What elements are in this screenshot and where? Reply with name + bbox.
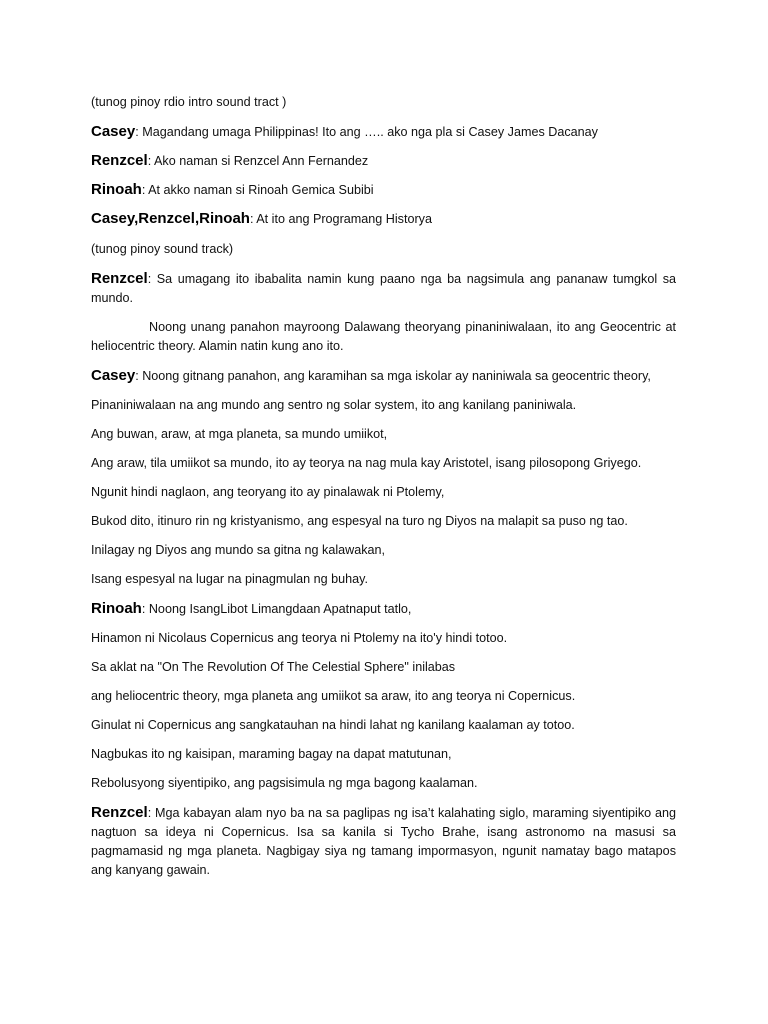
line-text: : Noong gitnang panahon, ang karamihan sa mga iskolar ay naniniwala sa geocentric theory,: [135, 369, 651, 383]
stage-direction: [91, 92, 676, 112]
script-line: [91, 773, 676, 793]
line-text: Sa aklat na "On The Revolution Of The Celestial Sphere" inilabas: [91, 660, 456, 674]
script-line: [91, 511, 676, 531]
line-text: : Ako naman si Renzcel Ann Fernandez: [147, 154, 369, 168]
line-text: : Sa umagang ito ibabalita namin kung paano nga ba nagsimula ang pananaw tumgkol sa mundo.: [91, 272, 676, 305]
line-text: Ang buwan, araw, at mga planeta, sa mundo umiikot,: [91, 427, 388, 441]
line-text: Ang araw, tila umiikot sa mundo, ito ay teorya na nag mula kay Aristotel, isang pilosopong Griyego.: [91, 456, 642, 470]
script-line: [91, 657, 676, 677]
stage-direction: [91, 239, 676, 259]
script-line: [91, 540, 676, 560]
script-line: [91, 424, 676, 444]
script-line: [91, 569, 676, 589]
script-line: [91, 686, 676, 706]
speaker-name: Casey: [91, 123, 136, 140]
script-line: [91, 715, 676, 735]
speaker-name: Renzcel: [91, 270, 148, 287]
line-text: : Noong IsangLibot Limangdaan Apatnaput tatlo,: [141, 602, 412, 616]
dialogue-line: [91, 151, 676, 171]
speaker-name: Renzcel: [91, 152, 148, 169]
line-text: Bukod dito, itinuro rin ng kristyanismo, ang espesyal na turo ng Diyos na malapit sa puso ng tao.: [91, 514, 628, 528]
dialogue-line: [91, 366, 676, 386]
speaker-name: Rinoah: [91, 600, 142, 617]
narration-paragraph: [91, 318, 676, 356]
line-text: : Magandang umaga Philippinas! Ito ang ….. ako nga pla si Casey James Dacanay: [135, 125, 598, 139]
dialogue-line: [91, 122, 676, 142]
line-text: : At akko naman si Rinoah Gemica Subibi: [141, 183, 374, 197]
speaker-name: Renzcel: [91, 804, 148, 821]
speaker-name: Casey: [91, 367, 136, 384]
script-line: [91, 744, 676, 764]
line-text: Hinamon ni Nicolaus Copernicus ang teorya ni Ptolemy na ito'y hindi totoo.: [91, 631, 508, 645]
line-text: Ginulat ni Copernicus ang sangkatauhan na hindi lahat ng kanilang kaalaman ay totoo.: [91, 718, 575, 732]
dialogue-paragraph: [91, 269, 676, 308]
line-text: (tunog pinoy sound track): [91, 242, 234, 256]
script-line: [91, 395, 676, 415]
line-text: Pinaniniwalaan na ang mundo ang sentro ng solar system, ito ang kanilang paniniwala.: [91, 398, 577, 412]
line-text: Noong unang panahon mayroong Dalawang theoryang pinaniniwalaan, ito ang Geocentric at heliocentric theory. Alamin natin kung ano ito.: [91, 320, 676, 353]
speaker-name: Casey,Renzcel,Rinoah: [91, 210, 250, 227]
dialogue-line: [91, 599, 676, 619]
script-line: [91, 453, 676, 473]
line-text: : Mga kabayan alam nyo ba na sa paglipas ng isa’t kalahating siglo, maraming siyentipiko ang nagtuon sa ideya ni Copernicus. Isa sa kanila si Tycho Brahe, isang astronomo na masusi sa pagmamasid ng mga planeta. Nagbigay siya ng tamang impormasyon, ngunit namatay bago matapos ang kanyang gawain.: [91, 806, 676, 877]
line-text: ang heliocentric theory, mga planeta ang umiikot sa araw, ito ang teorya ni Copernicus.: [91, 689, 576, 703]
line-text: Isang espesyal na lugar na pinagmulan ng buhay.: [91, 572, 369, 586]
line-text: Nagbukas ito ng kaisipan, maraming bagay na dapat matutunan,: [91, 747, 452, 761]
speaker-name: Rinoah: [91, 181, 142, 198]
dialogue-line: [91, 180, 676, 200]
line-text: Inilagay ng Diyos ang mundo sa gitna ng kalawakan,: [91, 543, 386, 557]
line-text: Ngunit hindi naglaon, ang teoryang ito ay pinalawak ni Ptolemy,: [91, 485, 445, 499]
dialogue-line: [91, 209, 676, 229]
line-text: Rebolusyong siyentipiko, ang pagsisimula ng mga bagong kaalaman.: [91, 776, 478, 790]
line-text: (tunog pinoy rdio intro sound tract ): [91, 95, 287, 109]
dialogue-paragraph: [91, 803, 676, 880]
script-line: [91, 628, 676, 648]
line-text: : At ito ang Programang Historya: [249, 212, 432, 226]
script-line: [91, 482, 676, 502]
